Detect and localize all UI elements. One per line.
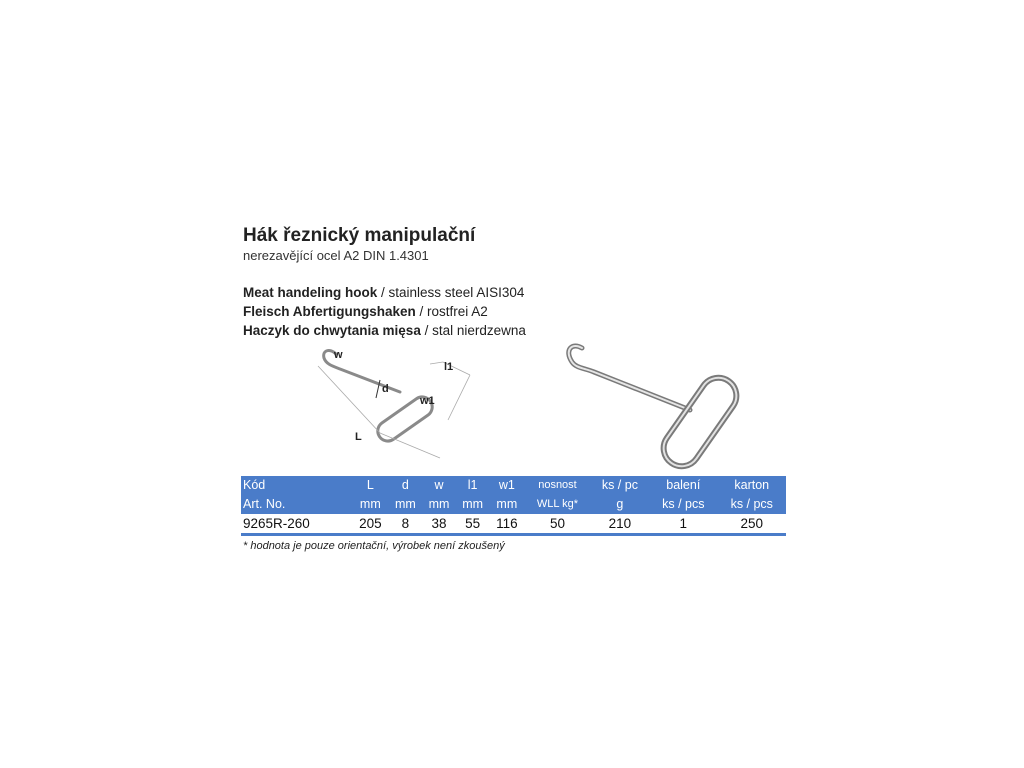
footnote: * hodnota je pouze orientační, výrobek není zkoušený (243, 540, 505, 552)
table-unit-cell: ks / pcs (718, 495, 787, 514)
table-header-cell: ks / pc (591, 476, 649, 495)
table-unit-cell: ks / pcs (649, 495, 717, 514)
table-unit-cell: mm (352, 495, 388, 514)
label-L: L (355, 431, 362, 443)
table-header-cell: L (352, 476, 388, 495)
table-unit-cell: mm (489, 495, 524, 514)
table-cell: 210 (591, 514, 649, 535)
table-header-cell: nosnost (524, 476, 591, 495)
table-cell: 9265R-260 (241, 514, 352, 535)
translation-en-material: / stainless steel AISI304 (377, 285, 525, 300)
table-header-cell: w1 (489, 476, 524, 495)
translation-pl-material: / stal nierdzewna (420, 323, 526, 338)
table-header-cell: l1 (456, 476, 490, 495)
hook-product-image (560, 340, 760, 475)
translation-pl (243, 323, 526, 338)
table-unit-cell: g (591, 495, 649, 514)
label-w1: w1 (420, 395, 435, 407)
translation-en (243, 285, 524, 300)
label-w: w (334, 349, 343, 361)
table-cell: 250 (718, 514, 787, 535)
table-header-row (241, 476, 786, 495)
table-header-cell: karton (718, 476, 787, 495)
table-unit-cell: Art. No. (241, 495, 352, 514)
table-header-cell: w (422, 476, 456, 495)
table-header-cell: d (389, 476, 423, 495)
label-l1: l1 (444, 361, 454, 373)
translation-en-name: Meat handeling hook (243, 285, 378, 300)
table-header-cell: balení (649, 476, 717, 495)
product-subtitle: nerezavějící ocel A2 DIN 1.4301 (243, 248, 429, 263)
table-cell: 205 (352, 514, 388, 535)
translation-de-name: Fleisch Abfertigungshaken (243, 304, 416, 319)
translation-pl-name: Haczyk do chwytania mięsa (243, 323, 421, 338)
label-d: d (382, 383, 389, 395)
table-unit-cell: mm (422, 495, 456, 514)
specification-table (241, 476, 786, 536)
table-cell: 1 (649, 514, 717, 535)
table-unit-cell: mm (456, 495, 490, 514)
table-row (241, 514, 786, 535)
table-header-cell: Kód (241, 476, 352, 495)
product-title: Hák řeznický manipulační (243, 225, 476, 246)
table-cell: 55 (456, 514, 490, 535)
table-unit-row (241, 495, 786, 514)
table-cell: 50 (524, 514, 591, 535)
table-unit-cell: WLL kg* (524, 495, 591, 514)
hook-dimension-diagram (300, 340, 490, 465)
table-cell: 38 (422, 514, 456, 535)
translation-de-material: / rostfrei A2 (415, 304, 488, 319)
table-cell: 116 (489, 514, 524, 535)
table-cell: 8 (389, 514, 423, 535)
translation-de (243, 304, 488, 319)
table-unit-cell: mm (389, 495, 423, 514)
